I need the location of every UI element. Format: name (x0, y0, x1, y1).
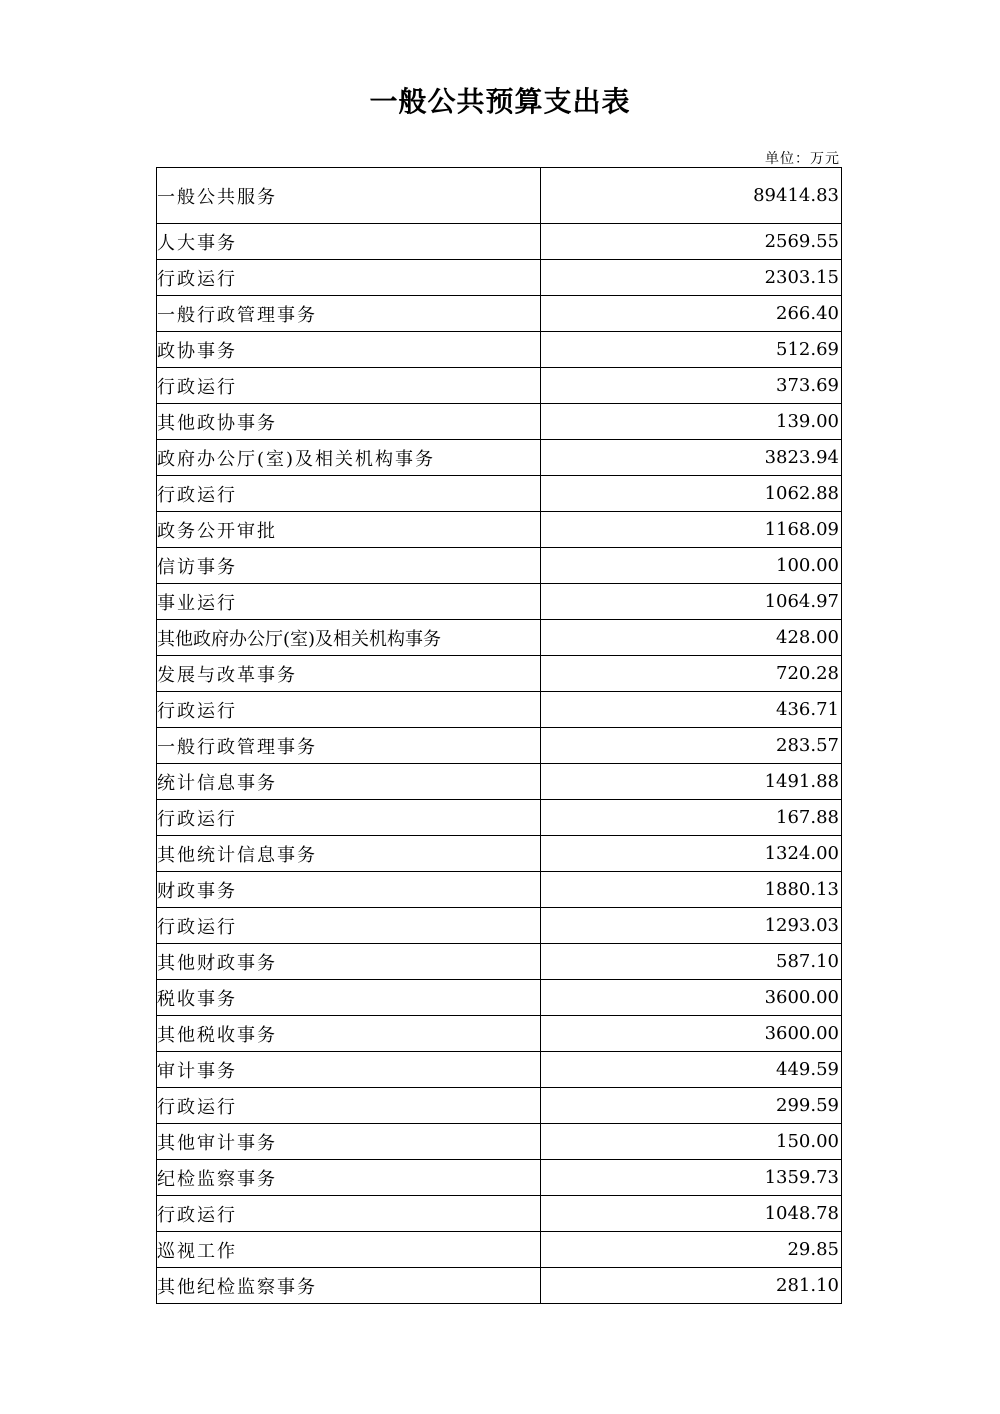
item-name: 财政事务 (157, 872, 541, 908)
item-name: 行政运行 (157, 260, 541, 296)
item-amount: 3600.00 (541, 1016, 842, 1052)
item-amount: 1293.03 (541, 908, 842, 944)
item-name: 其他审计事务 (157, 1124, 541, 1160)
table-row (157, 404, 842, 440)
page-title: 一般公共预算支出表 (369, 85, 631, 118)
table-row (157, 800, 842, 836)
table-row (157, 584, 842, 620)
table-row (157, 296, 842, 332)
item-amount: 266.40 (541, 296, 842, 332)
item-amount: 1062.88 (541, 476, 842, 512)
table-row (157, 1052, 842, 1088)
item-name: 行政运行 (157, 1196, 541, 1232)
table-row (157, 168, 842, 224)
item-name: 其他政协事务 (157, 404, 541, 440)
table-row (157, 836, 842, 872)
table-row (157, 728, 842, 764)
item-amount: 1324.00 (541, 836, 842, 872)
item-name: 税收事务 (157, 980, 541, 1016)
table-row (157, 1268, 842, 1304)
item-name: 行政运行 (157, 476, 541, 512)
table-row (157, 512, 842, 548)
table-row (157, 1160, 842, 1196)
item-amount: 720.28 (541, 656, 842, 692)
item-name: 审计事务 (157, 1052, 541, 1088)
item-amount: 1359.73 (541, 1160, 842, 1196)
item-amount: 1168.09 (541, 512, 842, 548)
table-row (157, 1088, 842, 1124)
table-row (157, 1232, 842, 1268)
item-name: 行政运行 (157, 368, 541, 404)
table-row (157, 1196, 842, 1232)
item-name: 行政运行 (157, 800, 541, 836)
item-name: 其他政府办公厅(室)及相关机构事务 (157, 620, 541, 656)
item-amount: 283.57 (541, 728, 842, 764)
item-amount: 587.10 (541, 944, 842, 980)
item-amount: 449.59 (541, 1052, 842, 1088)
item-name: 其他统计信息事务 (157, 836, 541, 872)
item-name: 巡视工作 (157, 1232, 541, 1268)
item-amount: 1880.13 (541, 872, 842, 908)
item-amount: 3823.94 (541, 440, 842, 476)
table-row (157, 548, 842, 584)
budget-table (156, 167, 842, 1304)
table-row (157, 368, 842, 404)
item-name: 政务公开审批 (157, 512, 541, 548)
item-name: 纪检监察事务 (157, 1160, 541, 1196)
item-amount: 1491.88 (541, 764, 842, 800)
item-amount: 2569.55 (541, 224, 842, 260)
table-row (157, 692, 842, 728)
item-amount: 89414.83 (541, 168, 842, 224)
table-row (157, 980, 842, 1016)
item-name: 政协事务 (157, 332, 541, 368)
item-name: 政府办公厅(室)及相关机构事务 (157, 440, 541, 476)
item-amount: 512.69 (541, 332, 842, 368)
item-name: 其他纪检监察事务 (157, 1268, 541, 1304)
table-row (157, 764, 842, 800)
item-amount: 3600.00 (541, 980, 842, 1016)
item-amount: 1048.78 (541, 1196, 842, 1232)
item-amount: 1064.97 (541, 584, 842, 620)
table-row (157, 1016, 842, 1052)
item-name: 统计信息事务 (157, 764, 541, 800)
table-row (157, 656, 842, 692)
item-name: 人大事务 (157, 224, 541, 260)
table-row (157, 224, 842, 260)
table-row (157, 476, 842, 512)
unit-label: 单位：万元 (765, 151, 840, 167)
item-name: 发展与改革事务 (157, 656, 541, 692)
table-row (157, 440, 842, 476)
item-amount: 299.59 (541, 1088, 842, 1124)
item-amount: 139.00 (541, 404, 842, 440)
item-amount: 150.00 (541, 1124, 842, 1160)
item-amount: 2303.15 (541, 260, 842, 296)
item-name: 行政运行 (157, 692, 541, 728)
item-amount: 373.69 (541, 368, 842, 404)
item-name: 行政运行 (157, 1088, 541, 1124)
item-name: 一般行政管理事务 (157, 728, 541, 764)
item-amount: 167.88 (541, 800, 842, 836)
item-name: 事业运行 (157, 584, 541, 620)
item-amount: 428.00 (541, 620, 842, 656)
item-name: 一般公共服务 (157, 168, 541, 224)
table-row (157, 260, 842, 296)
item-amount: 436.71 (541, 692, 842, 728)
item-name: 一般行政管理事务 (157, 296, 541, 332)
table-row (157, 332, 842, 368)
table-row (157, 872, 842, 908)
item-name: 行政运行 (157, 908, 541, 944)
table-row (157, 620, 842, 656)
table-row (157, 908, 842, 944)
item-name: 其他财政事务 (157, 944, 541, 980)
item-amount: 100.00 (541, 548, 842, 584)
item-amount: 29.85 (541, 1232, 842, 1268)
item-name: 信访事务 (157, 548, 541, 584)
item-name: 其他税收事务 (157, 1016, 541, 1052)
table-row (157, 1124, 842, 1160)
table-row (157, 944, 842, 980)
item-amount: 281.10 (541, 1268, 842, 1304)
